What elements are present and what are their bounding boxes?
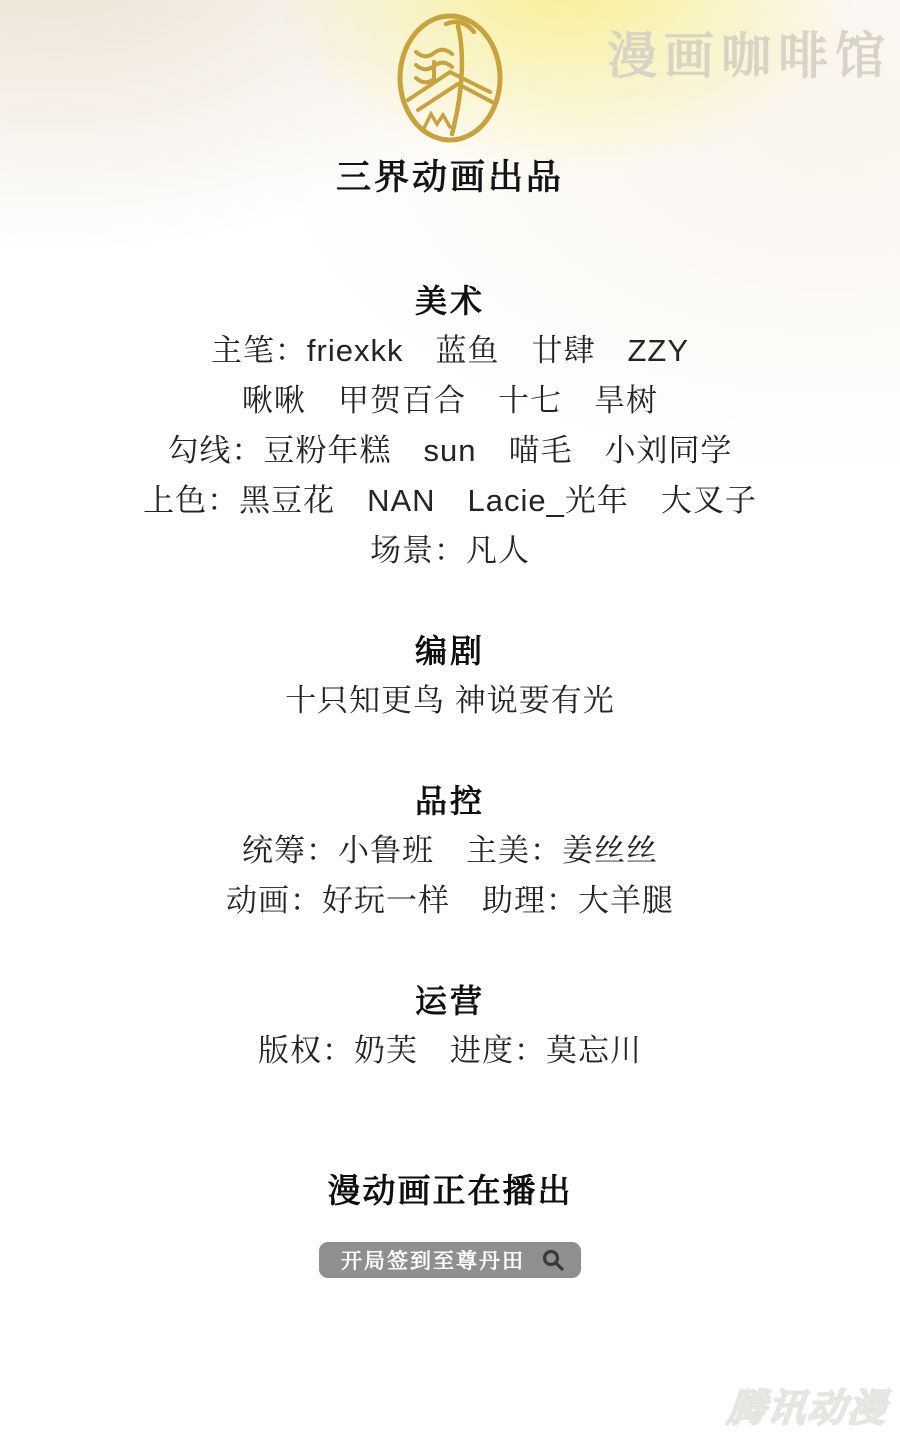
credits-section-quality [0, 776, 900, 926]
broadcast-title: 漫动画正在播出 [327, 1172, 573, 1209]
credits-line: 啾啾 甲贺百合 十七 旱树 [242, 383, 658, 418]
studio-name: 三界动画出品 [335, 158, 564, 197]
manga-cafe-watermark: 漫画咖啡馆 [607, 28, 892, 84]
credits-line: 十只知更鸟 神说要有光 [285, 683, 615, 718]
search-icon [541, 1248, 565, 1272]
credits-line: 动画：好玩一样 助理：大羊腿 [226, 883, 674, 918]
search-pill-label: 开局签到至尊丹田 [341, 1250, 525, 1273]
tencent-comics-watermark: 腾讯动漫 [725, 1388, 890, 1430]
credits-line: 上色：黑豆花 NAN Lacie_光年 大叉子 [143, 483, 757, 518]
credits-line: 场景：凡人 [370, 533, 530, 568]
section-title-art: 美术 [414, 283, 485, 319]
credits-line: 版权：奶芙 进度：莫忘川 [258, 1033, 642, 1068]
search-pill-button[interactable] [319, 1242, 581, 1278]
section-title-writers: 编剧 [414, 633, 485, 669]
credits-line: 勾线：豆粉年糕 sun 喵毛 小刘同学 [167, 433, 733, 468]
credits-line: 统筹：小鲁班 主美：姜丝丝 [242, 833, 658, 868]
credits-main [0, 276, 900, 1076]
section-title-quality: 品控 [414, 783, 485, 819]
section-title-operations: 运营 [414, 983, 485, 1019]
credits-section-art [0, 276, 900, 576]
credits-section-writers [0, 626, 900, 726]
credits-section-operations [0, 976, 900, 1076]
credits-line: 主笔：friexkk 蓝鱼 廿肆 ZZY [210, 333, 690, 368]
